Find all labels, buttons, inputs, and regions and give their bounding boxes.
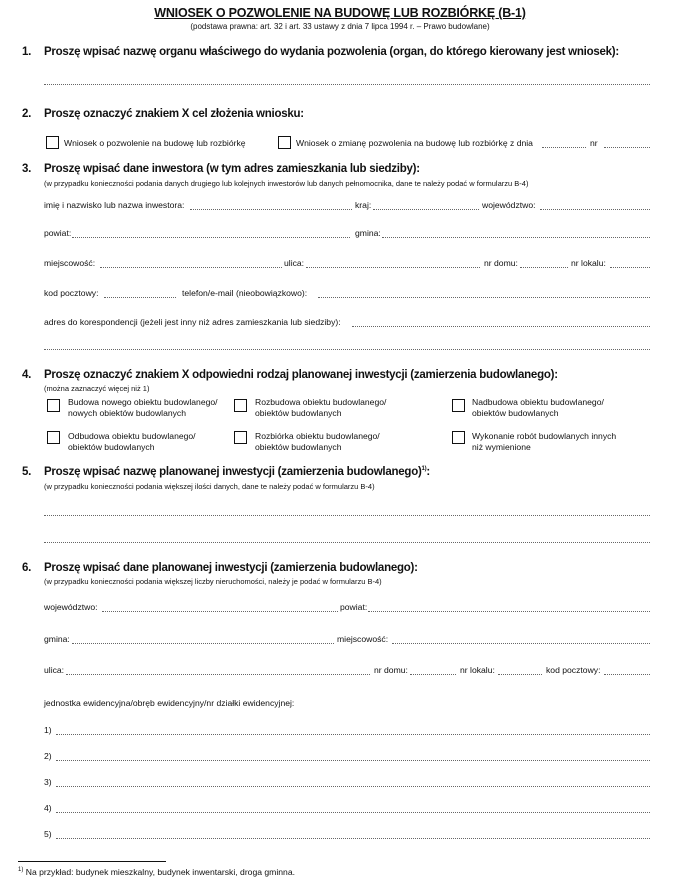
site-postal-code-field[interactable] <box>604 674 650 675</box>
section-3-note: (w przypadku konieczności podania danych drugiego lub kolejnych inwestorów lub danych pełnomocnika, dane te należy podać w formularzu B-4) <box>44 179 529 188</box>
section-4-note: (można zaznaczyć więcej niż 1) <box>44 384 150 393</box>
site-street-label: ulica: <box>44 665 65 675</box>
section-5-note: (w przypadku konieczności podania większej ilości danych, dane te należy podać w formularzu B-4) <box>44 482 375 491</box>
postal-code-field[interactable] <box>104 297 176 298</box>
correspondence-address-label: adres do korespondencji (jeżeli jest inny niż adres zamieszkania lub siedziby): <box>44 317 341 327</box>
section-6-note: (w przypadku konieczności podania większej liczby nieruchomości, należy je podać w formularzu B-4) <box>44 577 382 586</box>
commune-label: gmina: <box>355 228 381 238</box>
voivodeship-field[interactable] <box>540 209 650 210</box>
section-1-heading: 1. Proszę wpisać nazwę organu właściwego do wydania pozwolenia (organ, do którego kierowany jest wniosek): <box>22 46 619 58</box>
type-superstructure-label: Nadbudowa obiektu budowlanego/ obiektów budowlanych <box>472 397 604 418</box>
site-county-field[interactable] <box>368 611 650 612</box>
type-superstructure-checkbox[interactable] <box>452 399 465 412</box>
organ-name-field[interactable] <box>44 84 650 85</box>
purpose-change-permit-checkbox[interactable] <box>278 136 291 149</box>
plot-4-field[interactable] <box>56 812 650 813</box>
plot-5-field[interactable] <box>56 838 650 839</box>
site-voivodeship-label: województwo: <box>44 602 98 612</box>
purpose-new-permit-label: Wniosek o pozwolenie na budowę lub rozbiórkę <box>64 138 246 148</box>
site-county-label: powiat: <box>340 602 368 612</box>
site-locality-field[interactable] <box>392 643 650 644</box>
locality-label: miejscowość: <box>44 258 96 268</box>
site-voivodeship-field[interactable] <box>102 611 338 612</box>
correspondence-address-field-2[interactable] <box>44 349 650 350</box>
form-title: WNIOSEK O POZWOLENIE NA BUDOWĘ LUB ROZBIÓRKĘ (B-1) <box>154 6 526 20</box>
section-3-heading: 3. Proszę wpisać dane inwestora (w tym adres zamieszkania lub siedziby): <box>22 163 420 175</box>
site-commune-field[interactable] <box>72 643 334 644</box>
county-label: powiat: <box>44 228 72 238</box>
section-2-heading: 2. Proszę oznaczyć znakiem X cel złożenia wniosku: <box>22 108 304 120</box>
site-street-field[interactable] <box>66 674 370 675</box>
street-label: ulica: <box>284 258 305 268</box>
correspondence-address-field[interactable] <box>352 326 650 327</box>
footnote-divider <box>18 861 166 862</box>
investor-name-field[interactable] <box>190 209 352 210</box>
plot-2-field[interactable] <box>56 760 650 761</box>
type-reconstruction-checkbox[interactable] <box>47 431 60 444</box>
apartment-number-field[interactable] <box>610 267 650 268</box>
site-house-number-field[interactable] <box>410 674 456 675</box>
apartment-number-label: nr lokalu: <box>571 258 606 268</box>
country-field[interactable] <box>373 209 479 210</box>
site-apartment-number-field[interactable] <box>498 674 542 675</box>
type-other-works-label: Wykonanie robót budowlanych innych niż wymienione <box>472 431 617 452</box>
type-extension-label: Rozbudowa obiektu budowlanego/ obiektów budowlanych <box>255 397 387 418</box>
house-number-label: nr domu: <box>484 258 518 268</box>
type-construction-checkbox[interactable] <box>47 399 60 412</box>
section-5-heading: 5. Proszę wpisać nazwę planowanej inwestycji (zamierzenia budowlanego)$^{1)}$: <box>22 466 430 478</box>
plot-3-label: 3) <box>44 777 52 787</box>
nr-label: nr <box>590 138 598 148</box>
postal-code-label: kod pocztowy: <box>44 288 99 298</box>
investment-name-field-2[interactable] <box>44 542 650 543</box>
type-extension-checkbox[interactable] <box>234 399 247 412</box>
type-demolition-label: Rozbiórka obiektu budowlanego/ obiektów budowlanych <box>255 431 380 452</box>
plot-4-label: 4) <box>44 803 52 813</box>
change-date-field[interactable] <box>542 147 586 148</box>
plot-1-field[interactable] <box>56 734 650 735</box>
site-commune-label: gmina: <box>44 634 70 644</box>
plot-1-label: 1) <box>44 725 52 735</box>
street-field[interactable] <box>306 267 480 268</box>
footnote: $^{1)}$ Na przykład: budynek mieszkalny, budynek inwentarski, droga gminna. <box>18 867 295 877</box>
site-postal-code-label: kod pocztowy: <box>546 665 601 675</box>
type-reconstruction-label: Odbudowa obiektu budowlanego/ obiektów budowlanych <box>68 431 196 452</box>
purpose-new-permit-checkbox[interactable] <box>46 136 59 149</box>
plot-identifier-label: jednostka ewidencyjna/obręb ewidencyjny/nr działki ewidencyjnej: <box>44 698 295 708</box>
plot-3-field[interactable] <box>56 786 650 787</box>
house-number-field[interactable] <box>520 267 568 268</box>
type-demolition-checkbox[interactable] <box>234 431 247 444</box>
type-other-works-checkbox[interactable] <box>452 431 465 444</box>
section-6-heading: 6. Proszę wpisać dane planowanej inwestycji (zamierzenia budowlanego): <box>22 562 418 574</box>
investment-name-field[interactable] <box>44 515 650 516</box>
phone-email-field[interactable] <box>318 297 650 298</box>
investor-name-label: imię i nazwisko lub nazwa inwestora: <box>44 200 185 210</box>
type-construction-label: Budowa nowego obiektu budowlanego/ nowych obiektów budowlanych <box>68 397 218 418</box>
site-locality-label: miejscowość: <box>337 634 389 644</box>
section-4-heading: 4. Proszę oznaczyć znakiem X odpowiedni rodzaj planowanej inwestycji (zamierzenia budowlanego): <box>22 369 558 381</box>
legal-basis: (podstawa prawna: art. 32 i art. 33 ustawy z dnia 7 lipca 1994 r. – Prawo budowlane) <box>190 22 490 31</box>
change-number-field[interactable] <box>604 147 650 148</box>
phone-email-label: telefon/e-mail (nieobowiązkowo): <box>182 288 308 298</box>
country-label: kraj: <box>355 200 372 210</box>
purpose-change-permit-label: Wniosek o zmianę pozwolenia na budowę lub rozbiórkę z dnia <box>296 138 533 148</box>
site-apartment-number-label: nr lokalu: <box>460 665 495 675</box>
site-house-number-label: nr domu: <box>374 665 408 675</box>
voivodeship-label: województwo: <box>482 200 536 210</box>
plot-5-label: 5) <box>44 829 52 839</box>
plot-2-label: 2) <box>44 751 52 761</box>
county-field[interactable] <box>72 237 350 238</box>
locality-field[interactable] <box>100 267 282 268</box>
commune-field[interactable] <box>382 237 650 238</box>
